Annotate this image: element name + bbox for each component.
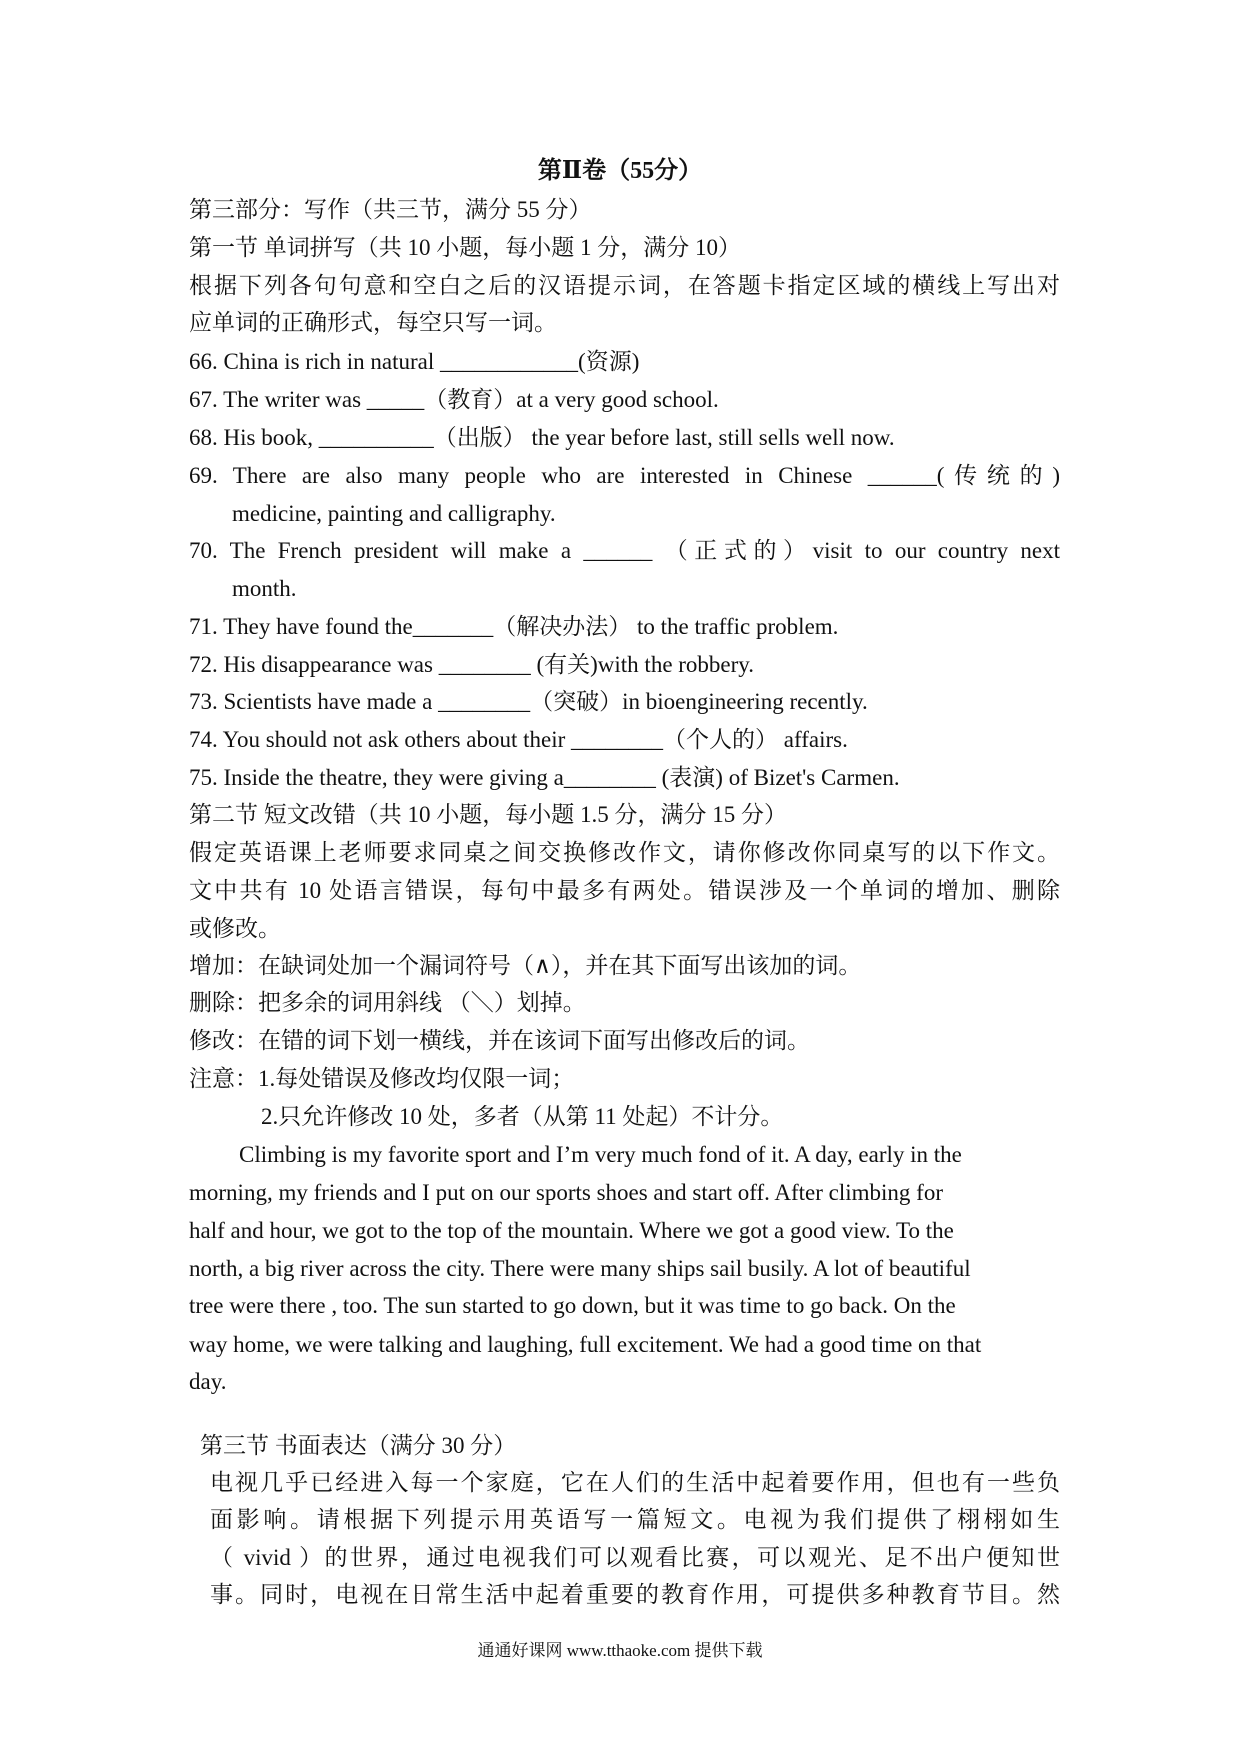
section2-heading: 第二节 短文改错（共 10 小题，每小题 1.5 分，满分 15 分） bbox=[189, 802, 787, 827]
question-70-cont: month. bbox=[232, 576, 297, 601]
essay-prompt-line: 电视几乎已经进入每一个家庭，它在人们的生活中起着要作用，但也有一些负 bbox=[210, 1470, 1060, 1495]
passage-line: tree were there , too. The sun started to go down, but it was time to go back. On the bbox=[189, 1293, 956, 1318]
essay-prompt-line: （ vivid ）的世界，通过电视我们可以观看比赛，可以观光、足不出户便知世 bbox=[210, 1545, 1060, 1570]
passage-line: half and hour, we got to the top of the mountain. Where we got a good view. To the bbox=[189, 1218, 954, 1243]
note-2: 2.只允许修改 10 处，多者（从第 11 处起）不计分。 bbox=[261, 1104, 784, 1129]
passage-line: morning, my friends and I put on our sports shoes and start off. After climbing for bbox=[189, 1180, 943, 1205]
rule-modify: 修改：在错的词下划一横线，并在该词下面写出修改后的词。 bbox=[189, 1028, 810, 1053]
rule-add: 增加：在缺词处加一个漏词符号（∧），并在其下面写出该加的词。 bbox=[189, 953, 862, 978]
note-1: 注意：1.每处错误及修改均仅限一词； bbox=[189, 1066, 575, 1091]
rule-delete: 删除：把多余的词用斜线 （＼）划掉。 bbox=[189, 990, 586, 1015]
page-title: 第Ⅱ卷（55分） bbox=[537, 158, 703, 184]
question-75: 75. Inside the theatre, they were giving a________ (表演) of Bizet's Carmen. bbox=[189, 765, 900, 790]
passage-line: day. bbox=[189, 1369, 227, 1394]
instruction-line: 或修改。 bbox=[189, 916, 281, 941]
essay-prompt-line: 面影响。请根据下列提示用英语写一篇短文。电视为我们提供了栩栩如生 bbox=[210, 1507, 1060, 1532]
question-69: 69. There are also many people who are interested in Chinese ______(传统的) bbox=[189, 463, 1060, 488]
question-73: 73. Scientists have made a ________（突破）in bioengineering recently. bbox=[189, 689, 868, 714]
passage-line: north, a big river across the city. There were many ships sail busily. A lot of beautiful bbox=[189, 1256, 971, 1281]
passage-line: Climbing is my favorite sport and I’m very much fond of it. A day, early in the bbox=[239, 1142, 962, 1167]
question-69-cont: medicine, painting and calligraphy. bbox=[232, 501, 556, 526]
question-74: 74. You should not ask others about their ________（个人的） affairs. bbox=[189, 727, 848, 752]
question-71: 71. They have found the_______（解决办法） to the traffic problem. bbox=[189, 614, 839, 639]
instruction-line: 假定英语课上老师要求同桌之间交换修改作文，请你修改你同桌写的以下作文。 bbox=[189, 840, 1060, 865]
instruction-line: 根据下列各句句意和空白之后的汉语提示词，在答题卡指定区域的横线上写出对 bbox=[189, 273, 1060, 298]
section1-heading: 第一节 单词拼写（共 10 小题，每小题 1 分，满分 10） bbox=[189, 235, 741, 260]
question-67: 67. The writer was _____（教育）at a very good school. bbox=[189, 387, 719, 412]
instruction-line: 应单词的正确形式，每空只写一词。 bbox=[189, 310, 557, 335]
question-72: 72. His disappearance was ________ (有关)with the robbery. bbox=[189, 652, 755, 677]
passage-line: way home, we were talking and laughing, full excitement. We had a good time on that bbox=[189, 1332, 982, 1357]
footer-watermark: 通通好课网 www.tthaoke.com 提供下载 bbox=[477, 1641, 763, 1660]
essay-prompt-line: 事。同时，电视在日常生活中起着重要的教育作用，可提供多种教育节目。然 bbox=[210, 1582, 1060, 1607]
question-70: 70. The French president will make a ______ （正式的）visit to our country next bbox=[189, 538, 1060, 563]
question-68: 68. His book, __________（出版） the year before last, still sells well now. bbox=[189, 425, 895, 450]
instruction-line: 文中共有 10 处语言错误，每句中最多有两处。错误涉及一个单词的增加、删除 bbox=[189, 878, 1060, 903]
section3-heading: 第三节 书面表达（满分 30 分） bbox=[200, 1433, 517, 1458]
question-66: 66. China is rich in natural ____________(资源) bbox=[189, 349, 640, 374]
part-heading: 第三部分：写作（共三节，满分 55 分） bbox=[189, 197, 592, 222]
